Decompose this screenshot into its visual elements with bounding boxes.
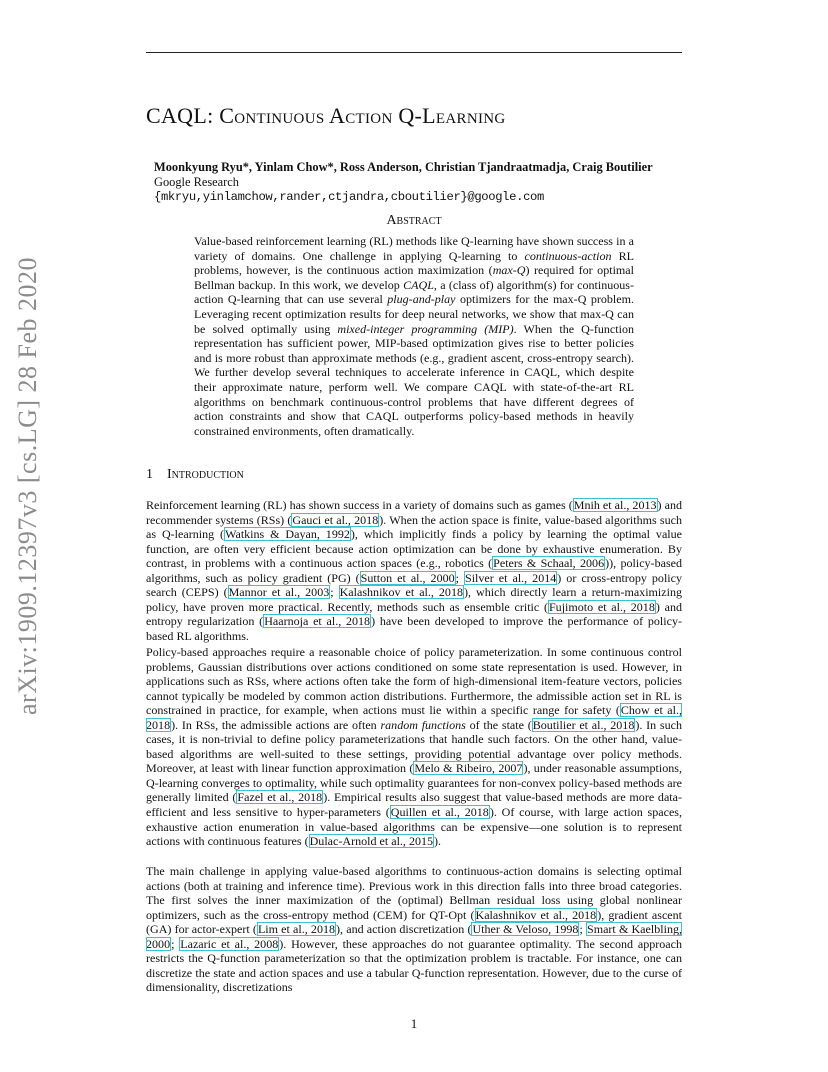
page-number: 1 bbox=[410, 1016, 418, 1031]
citation-link[interactable]: Quillen et al., 2018 bbox=[390, 805, 489, 820]
intro-paragraph-3: The main challenge in applying value-based algorithms to continuous-action domains is selecting optimal actions (both at training and inference time). Previous work in this direction falls into three broad categories. The first solves the inner maximization of the (optimal) Bellman residual loss using global nonlinear optimizers, such as the cross-entropy method (CEM) for QT-Opt (Kalashnikov et al., 2018), gradient ascent (GA) for actor-expert (Lim et al., 2018), and action discretization (Uther & Veloso, 1998; Smart & Kaelbling, 2000; Lazaric et al., 2008). However, these approaches do not guarantee optimality. The second approach restricts the Q-function parameterization so that the optimization problem is tractable. For instance, one can discretize the state and action spaces and use a tabular Q-function representation. However, due to the curse of dimensionality, discretizations bbox=[146, 864, 683, 995]
citation-link[interactable]: Uther & Veloso, 1998 bbox=[472, 922, 579, 937]
citation-link[interactable]: Silver et al., 2014 bbox=[465, 570, 557, 585]
citation-link[interactable]: Watkins & Dayan, 1992 bbox=[225, 527, 350, 542]
citation-link[interactable]: Melo & Ribeiro, 2007 bbox=[414, 761, 523, 776]
section-title: Introduction bbox=[167, 467, 244, 482]
abstract-heading: Abstract bbox=[386, 213, 442, 228]
intro-paragraph-2: Policy-based approaches require a reasonable choice of policy parameterization. In some continuous control problems, Gaussian distributions over actions conditioned on some state representation is used. However, in applications such as RSs, where actions often take the form of high-dimensional item-feature vectors, policies cannot typically be modeled by common action distributions. Furthermore, the admissible action set in RL is constrained in practice, for example, when actions must lie within a specific range for safety (Chow et al., 2018). In RSs, the admissible actions are often random functions of the state (Boutilier et al., 2018). In such cases, it is non-trivial to define policy parameterizations that handle such factors. On the other hand, value-based algorithms are well-suited to these settings, providing potential advantage over policy methods. Moreover, at least with linear function approximation (Melo & Ribeiro, 2007), under reasonable assumptions, Q-learning converges to optimality, while such optimality guarantees for non-convex policy-based methods are generally limited (Fazel et al., 2018). Empirical results also suggest that value-based methods are more data-efficient and less sensitive to hyper-parameters (Quillen et al., 2018). Of course, with large action spaces, exhaustive action enumeration in value-based algorithms can be expensive—one solution is to represent actions with continuous features (Dulac-Arnold et al., 2015). bbox=[146, 645, 683, 849]
citation-link[interactable]: Kalashnikov et al., 2018 bbox=[339, 585, 464, 600]
citation-link[interactable]: Chow et al., 2018 bbox=[146, 703, 682, 732]
citation-link[interactable]: Haarnoja et al., 2018 bbox=[264, 614, 371, 629]
author-list: Moonkyung Ryu*, Yinlam Chow*, Ross Anderson, Christian Tjandraatmadja, Craig Boutilier bbox=[154, 160, 653, 174]
citation-link[interactable]: Lim et al., 2018 bbox=[257, 922, 336, 937]
citation-link[interactable]: Fazel et al., 2018 bbox=[237, 790, 323, 805]
citation-link[interactable]: Dulac-Arnold et al., 2015 bbox=[309, 834, 434, 849]
arxiv-stamp bbox=[8, 256, 48, 716]
citation-link[interactable]: Sutton et al., 2000 bbox=[360, 570, 455, 585]
citation-link[interactable]: Boutilier et al., 2018 bbox=[532, 717, 635, 732]
arxiv-id[interactable]: arXiv:1909.12397v3 [cs.LG] 28 Feb 2020 bbox=[13, 256, 42, 716]
citation-link[interactable]: Smart & Kaelbling, 2000 bbox=[146, 922, 683, 951]
citation-link[interactable]: Mnih et al., 2013 bbox=[573, 498, 657, 512]
citation-link[interactable]: Kalashnikov et al., 2018 bbox=[475, 907, 597, 922]
affiliation: Google Research bbox=[154, 175, 239, 189]
citation-link[interactable]: Mannor et al., 2003 bbox=[228, 585, 330, 600]
section-heading bbox=[146, 467, 244, 483]
citation-link[interactable]: Gauci et al., 2018 bbox=[292, 512, 379, 527]
section-number: 1 bbox=[146, 467, 153, 482]
top-rule bbox=[146, 52, 682, 53]
intro-paragraph-1: Reinforcement learning (RL) has shown success in a variety of domains such as games (Mnih et al., 2013) and recommender systems (RSs) (Gauci et al., 2018). When the action space is finite, value-based algorithms such as Q-learning (Watkins & Dayan, 1992), which implicitly finds a policy by learning the optimal value function, are often very efficient because action optimization can be done by exhaustive enumeration. By contrast, in problems with a continuous action spaces (e.g., robotics (Peters & Schaal, 2006)), policy-based algorithms, such as policy gradient (PG) (Sutton et al., 2000; Silver et al., 2014) or cross-entropy policy search (CEPS) (Mannor et al., 2003; Kalashnikov et al., 2018), which directly learn a return-maximizing policy, have proven more practical. Recently, methods such as ensemble critic (Fujimoto et al., 2018) and entropy regularization (Haarnoja et al., 2018) have been developed to improve the performance of policy-based RL algorithms. bbox=[146, 498, 683, 643]
paper-title: CAQL: Continuous Action Q-Learning bbox=[146, 103, 506, 128]
citation-link[interactable]: Fujimoto et al., 2018 bbox=[548, 599, 655, 614]
author-emails: {mkryu,yinlamchow,rander,ctjandra,cboutilier}@google.com bbox=[154, 190, 544, 204]
abstract-body: Value-based reinforcement learning (RL) methods like Q-learning have shown success in a variety of domains. One challenge in applying Q-learning to continuous-action RL problems, however, is the continuous action maximization (max-Q) required for optimal Bellman backup. In this work, we develop CAQL, a (class of) algorithm(s) for continuous-action Q-learning that can use several plug-and-play optimizers for the max-Q problem. Leveraging recent optimization results for deep neural networks, we show that max-Q can be solved optimally using mixed-integer programming (MIP). When the Q-function representation has sufficient power, MIP-based optimization gives rise to better policies and is more robust than approximate methods (e.g., gradient ascent, cross-entropy search). We further develop several techniques to accelerate inference in CAQL, which despite their approximate nature, perform well. We compare CAQL with state-of-the-art RL algorithms on benchmark continuous-control problems that have different degrees of action constraints and show that CAQL outperforms policy-based methods in heavily constrained environments, often dramatically. bbox=[194, 234, 634, 438]
citation-link[interactable]: Lazaric et al., 2008 bbox=[180, 936, 279, 951]
citation-link[interactable]: Peters & Schaal, 2006 bbox=[493, 556, 605, 571]
